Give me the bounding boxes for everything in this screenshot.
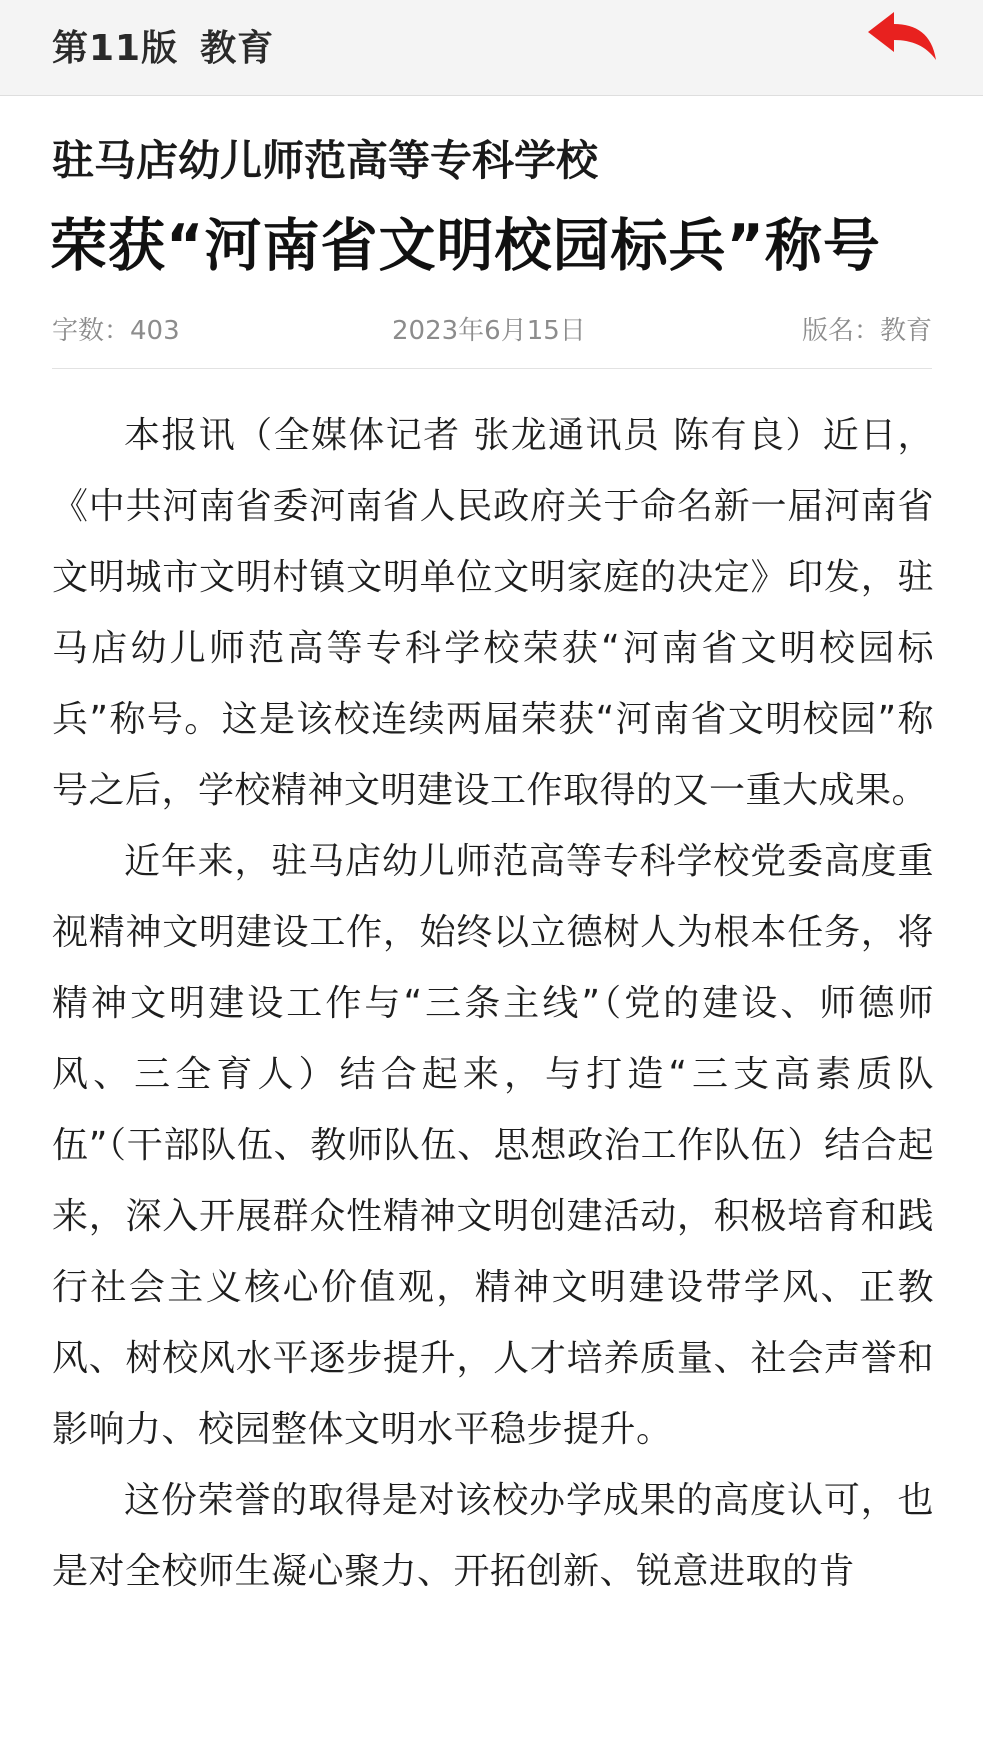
- article-headline: 荣获“河南省文明校园标兵”称号: [50, 213, 881, 279]
- back-arrow-icon: [864, 6, 940, 70]
- article-meta: [52, 310, 932, 350]
- section-title: 教育: [200, 28, 275, 69]
- paragraph: 这份荣誉的取得是对该校办学成果的高度认可，也是对全校师生凝心聚力、开拓创新、锐意进取的肯: [52, 1480, 934, 1592]
- back-button[interactable]: [864, 6, 940, 70]
- article-body: [52, 400, 934, 1740]
- edition-label: [52, 20, 274, 71]
- page-number: 第11版: [52, 28, 179, 69]
- paragraph: 本报讯（全媒体记者 张龙通讯员 陈有良）近日，《中共河南省委河南省人民政府关于命名新一届河南省文明城市文明村镇文明单位文明家庭的决定》印发，驻马店幼儿师范高等专科学校荣获“河南省文明校园标兵”称号。这是该校连续两届荣获“河南省文明校园”称号之后，学校精神文明建设工作取得的又一重大成果。: [52, 415, 934, 811]
- publish-date: 2023年6月15日: [392, 316, 586, 346]
- word-count: 字数：403: [52, 316, 180, 346]
- divider: [52, 368, 932, 369]
- article-subtitle: 驻马店幼儿师范高等专科学校: [52, 136, 599, 185]
- paragraph: 近年来，驻马店幼儿师范高等专科学校党委高度重视精神文明建设工作，始终以立德树人为根本任务，将精神文明建设工作与“三条主线”（党的建设、师德师风、三全育人）结合起来，与打造“三支高素质队伍”（干部队伍、教师队伍、思想政治工作队伍）结合起来，深入开展群众性精神文明创建活动，积极培育和践行社会主义核心价值观，精神文明建设带学风、正教风、树校风水平逐步提升，人才培养质量、社会声誉和影响力、校园整体文明水平稳步提升。: [52, 841, 934, 1450]
- section-name: 版名：教育: [801, 316, 932, 346]
- top-bar: [0, 0, 983, 96]
